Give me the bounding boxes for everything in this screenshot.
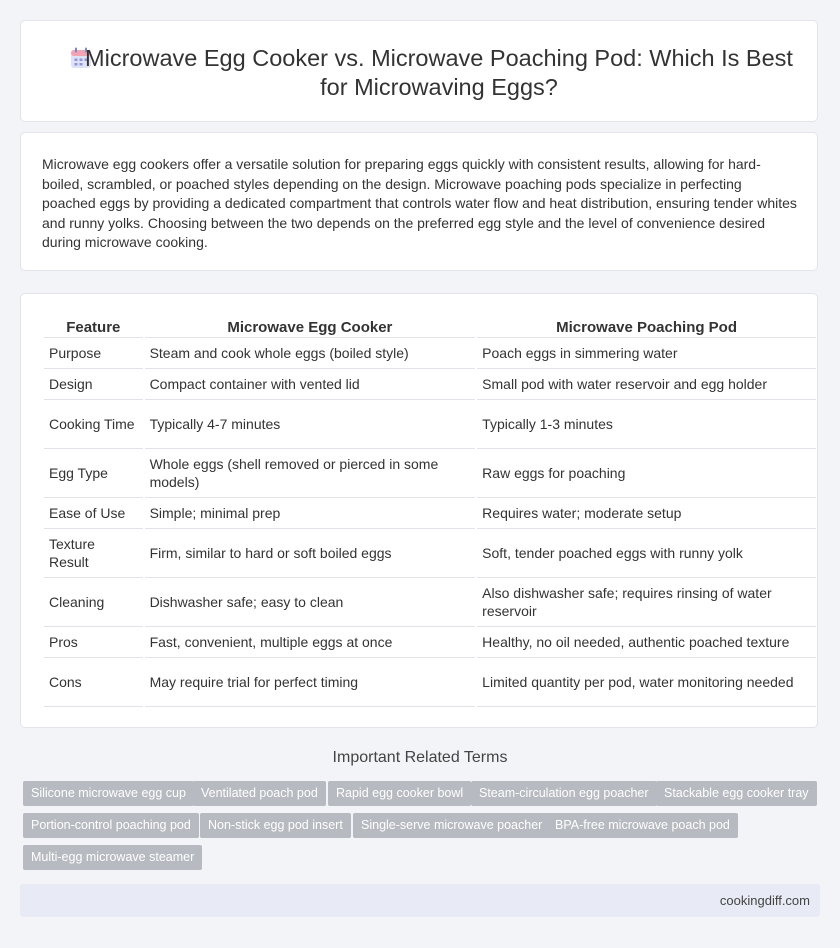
header-egg-cooker: Microwave Egg Cooker [227, 318, 393, 336]
table-row [44, 448, 816, 497]
footer-site-link[interactable]: cookingdiff.com [719, 893, 810, 908]
feature-cell: Design [44, 368, 143, 399]
poaching-pod-cell: Typically 1-3 minutes [477, 399, 816, 448]
feature-cell: Cleaning [44, 577, 143, 626]
egg-cooker-cell: Whole eggs (shell removed or pierced in some models) [145, 448, 476, 497]
title-card [20, 20, 818, 122]
intro-paragraph: Microwave egg cookers offer a versatile solution for preparing eggs quickly with consistent results, allowing for hard-boiled, scrambled, or poached styles depending on the design. Microwave poaching pods specialize in perfecting poached eggs by providing a dedicated compartment that controls water flow and heat distribution, ensuring tender whites and runny yolks. Choosing between the two depends on the preferred egg style and the level of convenience desired during microwave cooking. [42, 156, 797, 250]
related-term-tag[interactable]: Steam-circulation egg poacher [471, 781, 657, 806]
feature-cell: Egg Type [44, 448, 143, 497]
feature-cell: Purpose [44, 337, 143, 368]
poaching-pod-cell: Raw eggs for poaching [477, 448, 816, 497]
footer [20, 884, 820, 917]
related-term-tag[interactable]: Non-stick egg pod insert [200, 813, 351, 838]
poaching-pod-cell: Poach eggs in simmering water [477, 337, 816, 368]
table-header-row [44, 316, 816, 337]
related-term-tag[interactable]: BPA-free microwave poach pod [547, 813, 738, 838]
table-row [44, 337, 816, 368]
related-term-tag[interactable]: Stackable egg cooker tray [656, 781, 817, 806]
related-terms-title: Important Related Terms [332, 749, 508, 766]
egg-cooker-cell: Typically 4-7 minutes [145, 399, 476, 448]
egg-cooker-cell: Compact container with vented lid [145, 368, 476, 399]
egg-cooker-cell: Simple; minimal prep [145, 497, 476, 528]
table-row [44, 626, 816, 657]
page-title: Microwave Egg Cooker vs. Microwave Poaching Pod: Which Is Best for Microwaving Eggs? [85, 45, 793, 100]
related-term-tag[interactable]: Rapid egg cooker bowl [328, 781, 471, 806]
poaching-pod-cell: Soft, tender poached eggs with runny yolk [477, 528, 816, 577]
header-feature: Feature [66, 318, 121, 336]
header-poaching-pod: Microwave Poaching Pod [556, 318, 738, 336]
related-term-tag[interactable]: Single-serve microwave poacher [353, 813, 550, 838]
related-term-tag[interactable]: Ventilated poach pod [193, 781, 326, 806]
feature-cell: Texture Result [44, 528, 143, 577]
related-term-tag[interactable]: Multi-egg microwave steamer [23, 845, 202, 870]
table-row [44, 577, 816, 626]
table-row [44, 528, 816, 577]
egg-cooker-cell: Fast, convenient, multiple eggs at once [145, 626, 476, 657]
poaching-pod-cell: Limited quantity per pod, water monitoring needed [477, 657, 816, 707]
feature-cell: Cooking Time [44, 399, 143, 448]
poaching-pod-cell: Requires water; moderate setup [477, 497, 816, 528]
comparison-table [42, 316, 818, 707]
poaching-pod-cell: Healthy, no oil needed, authentic poached texture [477, 626, 816, 657]
poaching-pod-cell: Small pod with water reservoir and egg holder [477, 368, 816, 399]
feature-cell: Pros [44, 626, 143, 657]
table-row [44, 657, 816, 707]
poaching-pod-cell: Also dishwasher safe; requires rinsing of water reservoir [477, 577, 816, 626]
related-term-tag[interactable]: Portion-control poaching pod [23, 813, 199, 838]
table-row [44, 497, 816, 528]
intro-card [20, 132, 818, 271]
table-row [44, 368, 816, 399]
table-row [44, 399, 816, 448]
related-term-tag[interactable]: Silicone microwave egg cup [23, 781, 194, 806]
egg-cooker-cell: Dishwasher safe; easy to clean [145, 577, 476, 626]
egg-cooker-cell: Firm, similar to hard or soft boiled eggs [145, 528, 476, 577]
egg-cooker-cell: May require trial for perfect timing [145, 657, 476, 707]
feature-cell: Cons [44, 657, 143, 707]
egg-cooker-cell: Steam and cook whole eggs (boiled style) [145, 337, 476, 368]
feature-cell: Ease of Use [44, 497, 143, 528]
comparison-card [20, 293, 818, 728]
